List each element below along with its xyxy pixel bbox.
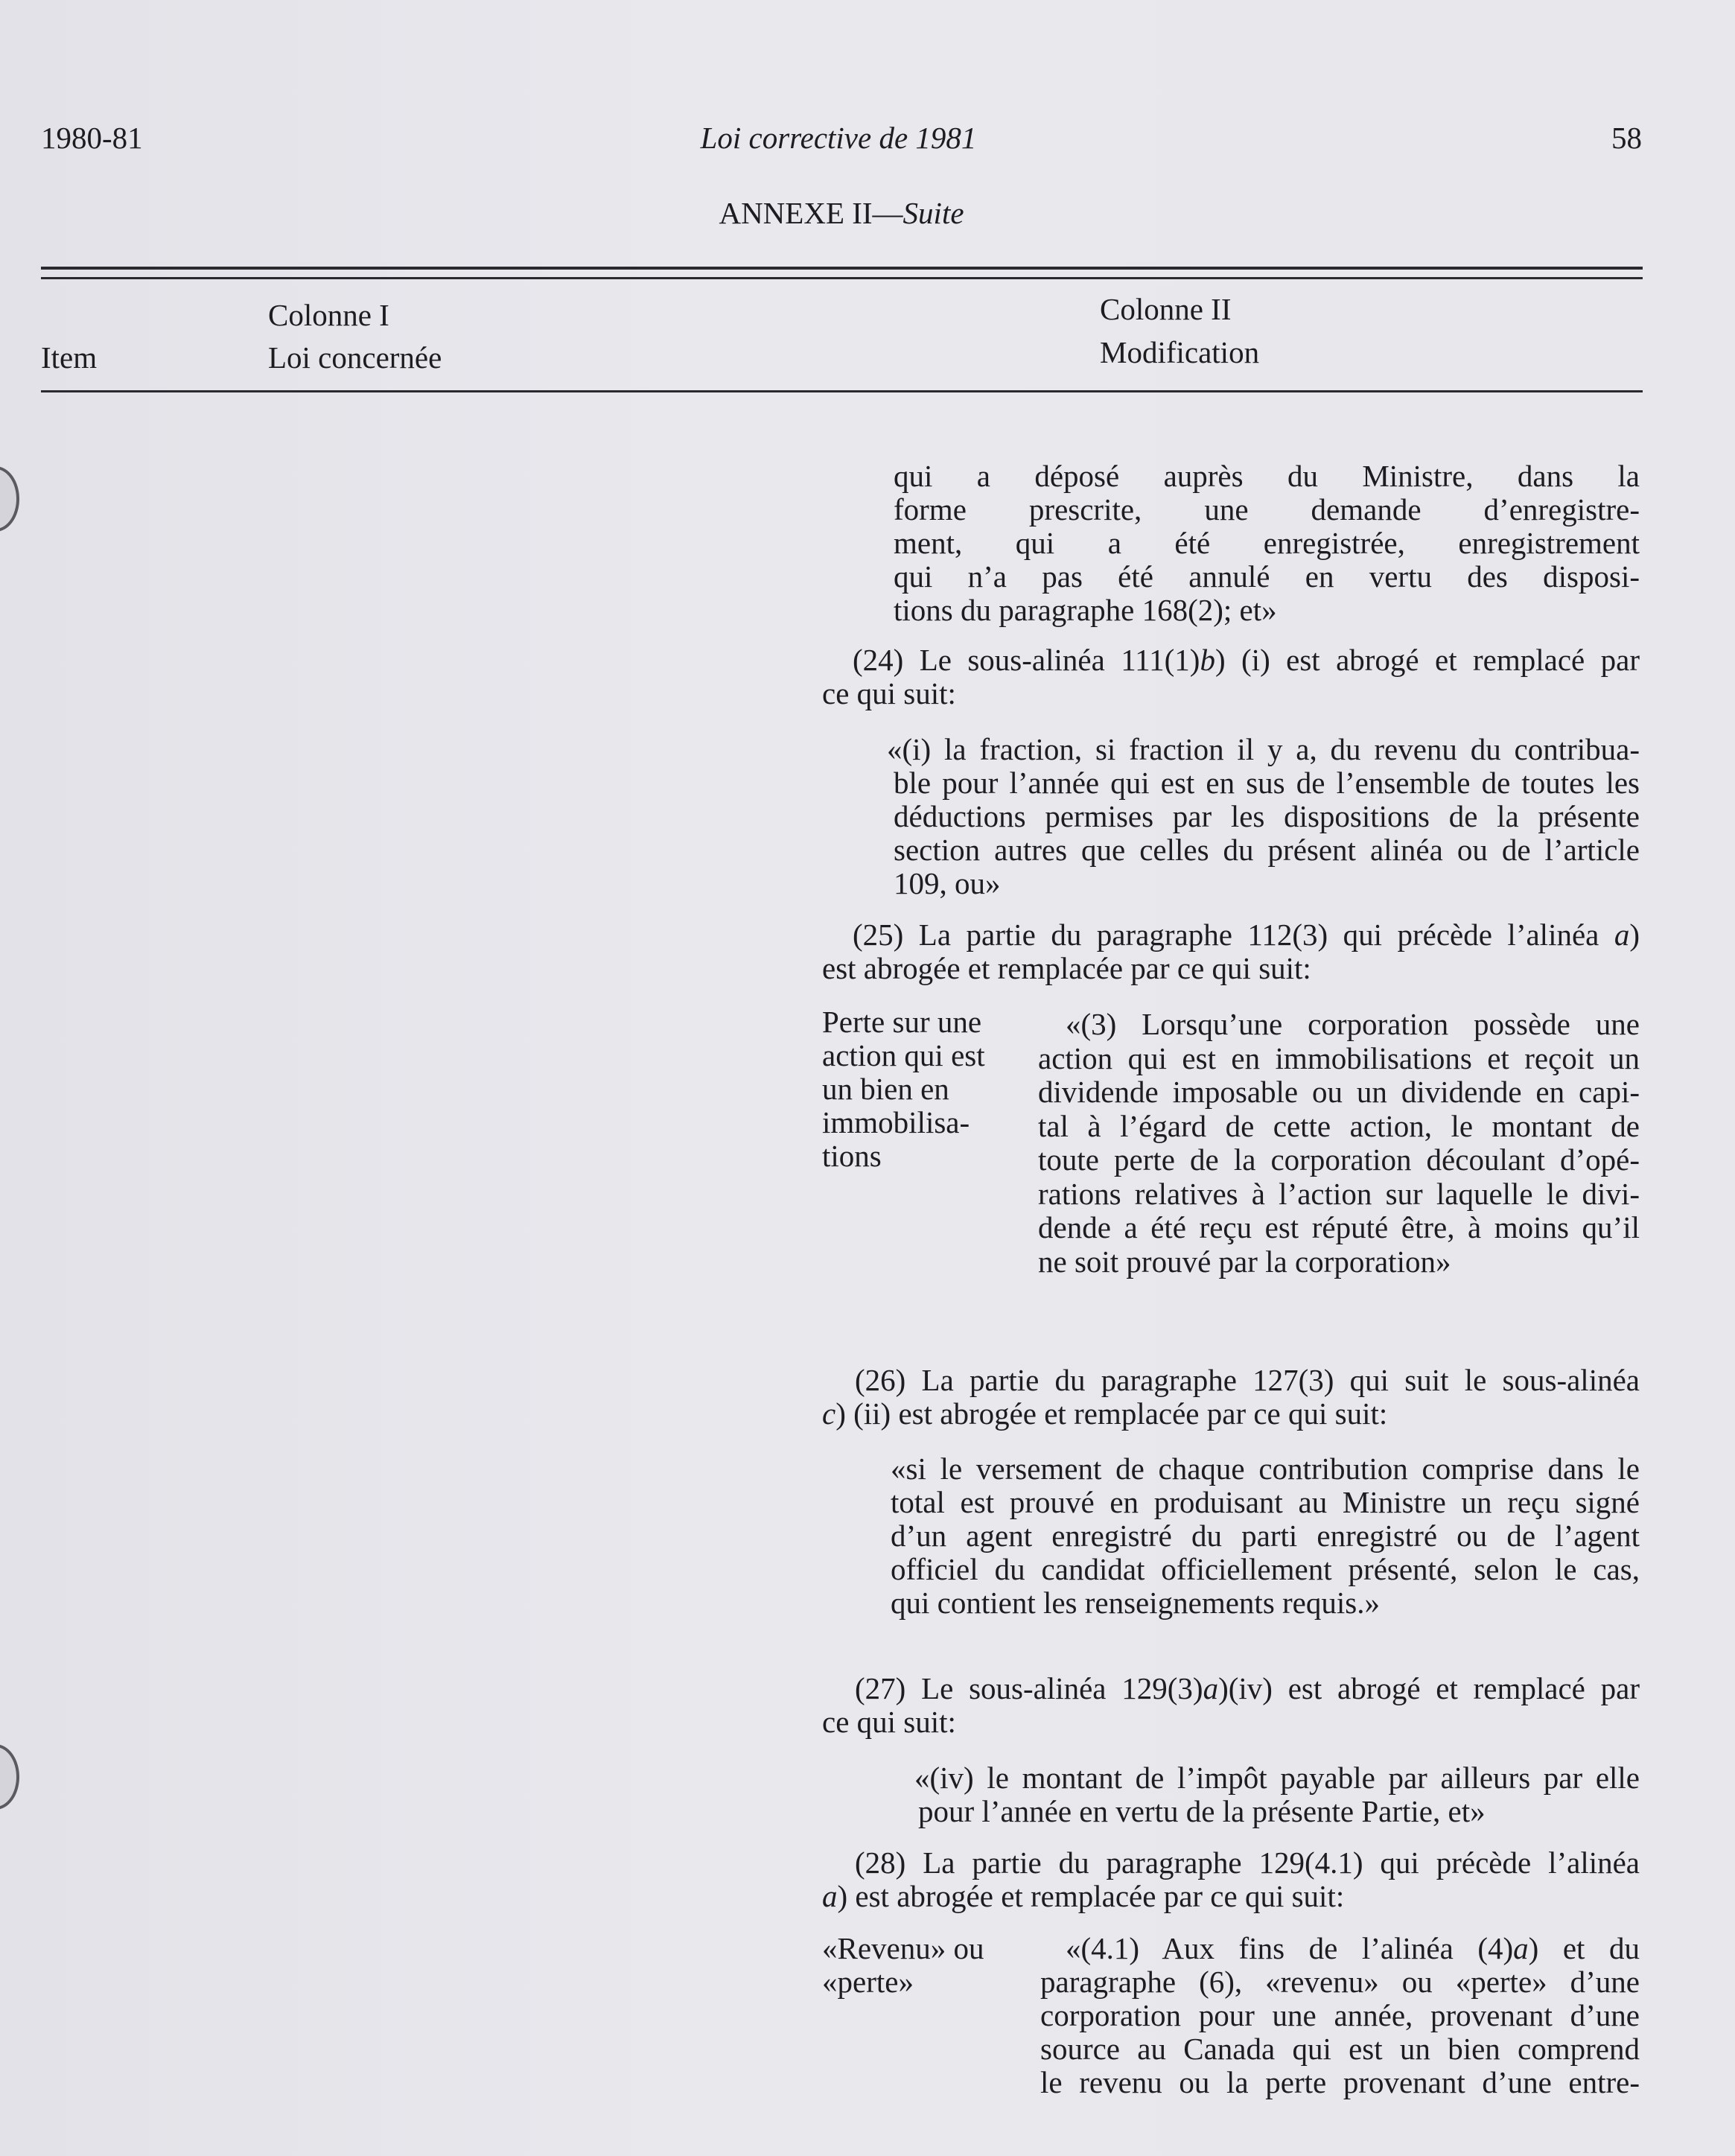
continuation-quote-line: qui n’a pas été annulé en vertu des disposi- xyxy=(894,559,1640,594)
instruction-segment: ) (i) est abrogé et remplacé par xyxy=(1214,643,1640,677)
amendment-24-instruction-line xyxy=(853,643,1640,677)
instruction-italic-segment: a xyxy=(822,1879,838,1913)
continuation-quote-line: ment, qui a été enregistrée, enregistrement xyxy=(894,526,1640,560)
instruction-segment: (25) La partie du paragraphe 112(3) qui précède l’alinéa xyxy=(853,918,1614,952)
column-1-label: Colonne I xyxy=(268,298,389,332)
instruction-italic-segment: a xyxy=(1203,1671,1219,1705)
amendment-28-instruction-line xyxy=(822,1880,1344,1913)
amendment-28-instruction-line: (28) La partie du paragraphe 129(4.1) qui précède l’alinéa xyxy=(855,1845,1640,1880)
column-1-title: Loi concernée xyxy=(268,340,442,375)
amendment-26-text-line: d’un agent enregistré du parti enregistré ou de l’agent xyxy=(891,1519,1640,1553)
amendment-26-text-line: total est prouvé en produisant au Ministre un reçu signé xyxy=(891,1485,1640,1519)
text-segment: «(4.1) Aux fins de l’alinéa (4) xyxy=(1066,1931,1514,1965)
amendment-25-text-line: «(3) Lorsqu’une corporation possède une xyxy=(1066,1007,1640,1041)
schedule-label: ANNEXE II— xyxy=(719,196,903,230)
amendment-25-text-line: action qui est en immobilisations et reçoit un xyxy=(1038,1041,1640,1075)
amendment-27-instruction-line xyxy=(855,1672,1640,1705)
instruction-segment: ) xyxy=(1629,918,1640,952)
amendment-25-text-line: dende a été reçu est réputé être, à moins qu’il xyxy=(1038,1210,1640,1244)
instruction-italic-segment: a xyxy=(1614,918,1630,952)
amendment-28-text-line: corporation pour une année, provenant d’une xyxy=(1040,1998,1640,2032)
amendment-26-text-line: qui contient les renseignements requis.» xyxy=(891,1586,1380,1620)
amendment-25-instruction-line xyxy=(853,918,1640,952)
header-double-rule-bottom xyxy=(41,277,1643,279)
amendment-25-text-line: toute perte de la corporation découlant d’opé- xyxy=(1038,1142,1640,1177)
continuation-quote-line: forme prescrite, une demande d’enregistre- xyxy=(894,492,1640,527)
marginal-note-line: tions xyxy=(822,1139,882,1173)
amendment-27-text-line: «(iv) le montant de l’impôt payable par ailleurs par elle xyxy=(914,1761,1640,1795)
amendment-25-text-line: dividende imposable ou un dividende en capi- xyxy=(1038,1075,1640,1109)
amendment-28-text-line: paragraphe (6), «revenu» ou «perte» d’une xyxy=(1040,1965,1640,1999)
amendment-25-instruction-line: est abrogée et remplacée par ce qui suit: xyxy=(822,951,1311,985)
marginal-note-line: immobilisa- xyxy=(822,1105,970,1139)
header-bottom-rule xyxy=(41,390,1643,392)
amendment-27-text-line: pour l’année en vertu de la présente Partie, et» xyxy=(918,1794,1486,1828)
session-year: 1980-81 xyxy=(41,121,143,155)
amendment-27-instruction-line: ce qui suit: xyxy=(822,1705,956,1739)
amendment-25-text-line: ne soit prouvé par la corporation» xyxy=(1038,1244,1451,1279)
item-column-heading: Item xyxy=(41,340,98,375)
marginal-note-line: Perte sur une xyxy=(822,1005,982,1039)
instruction-segment: (24) Le sous-alinéa 111(1) xyxy=(853,643,1200,677)
marginal-note-line: «perte» xyxy=(822,1965,914,1999)
marginal-note-line: «Revenu» ou xyxy=(822,1931,984,1965)
text-italic-segment: a xyxy=(1513,1931,1529,1965)
amendment-24-text-line: section autres que celles du présent alinéa ou de l’article xyxy=(894,833,1640,867)
column-2-title: Modification xyxy=(1100,335,1260,369)
amendment-28-text-line: source au Canada qui est un bien comprend xyxy=(1040,2032,1640,2066)
marginal-note-line: un bien en xyxy=(822,1072,949,1106)
punch-hole-mark xyxy=(0,1744,19,1810)
instruction-segment: ) est abrogée et remplacée par ce qui suit: xyxy=(837,1879,1345,1913)
instruction-italic-segment: c xyxy=(822,1396,836,1431)
amendment-24-text-line: déductions permises par les dispositions de la présente xyxy=(894,799,1640,833)
schedule-heading xyxy=(719,197,964,230)
amendment-24-text-line: ble pour l’année qui est en sus de l’ensemble de toutes les xyxy=(894,766,1640,800)
amendment-26-instruction-line: (26) La partie du paragraphe 127(3) qui suit le sous-alinéa xyxy=(855,1363,1640,1397)
amendment-25-text-line: rations relatives à l’action sur laquelle le divi- xyxy=(1038,1177,1640,1211)
instruction-segment: ) (ii) est abrogée et remplacée par ce qui suit: xyxy=(835,1396,1388,1431)
instruction-italic-segment: b xyxy=(1200,643,1215,677)
amendment-26-text-line: officiel du candidat officiellement présenté, selon le cas, xyxy=(891,1552,1640,1586)
page-number: 58 xyxy=(1611,121,1642,155)
amendment-26-instruction-line xyxy=(822,1397,1387,1431)
amendment-28-text-line xyxy=(1066,1932,1640,1965)
amendment-24-text-line: «(i) la fraction, si fraction il y a, du revenu du contribua- xyxy=(887,732,1640,766)
instruction-segment: )(iv) est abrogé et remplacé par xyxy=(1218,1671,1640,1705)
header-double-rule-top xyxy=(41,267,1643,270)
statute-title: Loi corrective de 1981 xyxy=(700,121,977,155)
amendment-26-text-line: «si le versement de chaque contribution comprise dans le xyxy=(891,1451,1640,1486)
amendment-28-text-line: le revenu ou la perte provenant d’une entre- xyxy=(1040,2065,1640,2099)
column-2-label: Colonne II xyxy=(1100,292,1232,326)
amendment-25-text-line: tal à l’égard de cette action, le montant de xyxy=(1038,1109,1640,1143)
continuation-quote-line: tions du paragraphe 168(2); et» xyxy=(894,593,1277,627)
schedule-continued-label: Suite xyxy=(902,196,964,230)
marginal-note-line: action qui est xyxy=(822,1038,985,1072)
amendment-24-text-line: 109, ou» xyxy=(894,866,1001,900)
punch-hole-mark xyxy=(0,466,19,532)
instruction-segment: (27) Le sous-alinéa 129(3) xyxy=(855,1671,1203,1705)
continuation-quote-line: qui a déposé auprès du Ministre, dans la xyxy=(894,459,1640,493)
text-segment: ) et du xyxy=(1528,1931,1640,1965)
amendment-24-instruction-line: ce qui suit: xyxy=(822,676,956,710)
